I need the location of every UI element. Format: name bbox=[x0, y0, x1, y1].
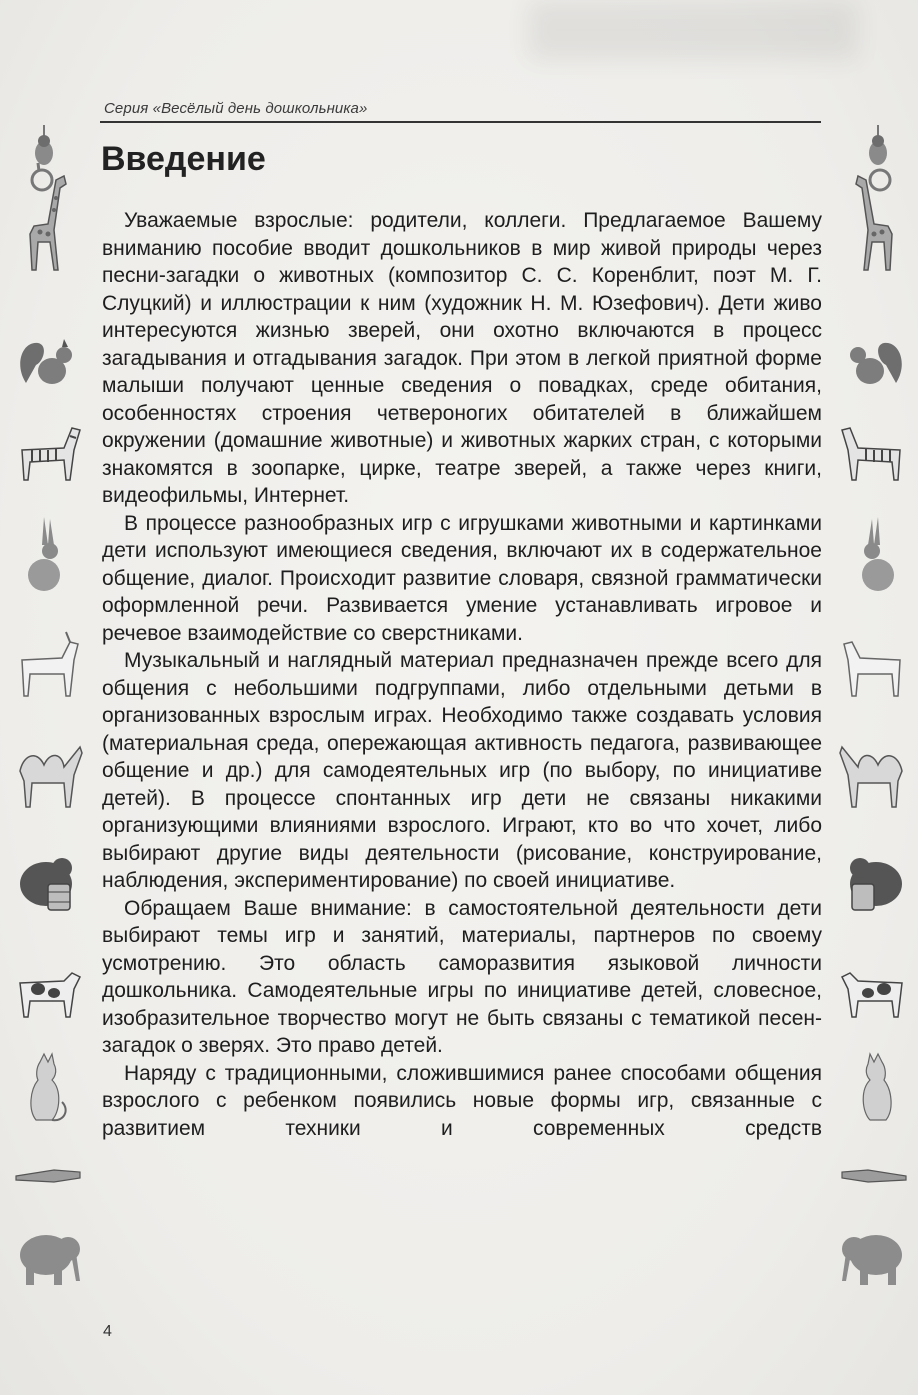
paragraph-5: Наряду с традиционными, сложившимися ранее способами общения взрослого с ребенком появились новые формы игр, связанные с развитием техники и современных средств bbox=[102, 1061, 822, 1140]
body-text bbox=[102, 207, 822, 1142]
camel-icon bbox=[838, 735, 908, 810]
goat-icon bbox=[14, 630, 84, 700]
cat-icon bbox=[838, 1050, 908, 1130]
zebra-icon bbox=[838, 420, 908, 485]
giraffe-icon bbox=[838, 170, 908, 280]
page-title: Введение bbox=[101, 140, 266, 178]
camel-icon bbox=[14, 735, 84, 810]
hare-icon bbox=[14, 515, 84, 595]
header-rule bbox=[100, 121, 821, 123]
bear-barrel-icon bbox=[14, 850, 84, 915]
page-number: 4 bbox=[103, 1323, 112, 1340]
left-animal-border bbox=[14, 0, 84, 1395]
giraffe-icon bbox=[14, 170, 84, 280]
squirrel-icon bbox=[838, 335, 908, 390]
paragraph-3: Музыкальный и наглядный материал предназначен прежде всего для общения с небольшими подгруппами, либо отдельными детьми в организованных взрослым играх. Необходимо также создавать условия (материальная среда, опережающая активность педагога, развивающее общение и др.) для самодеятельных игр (по выбору, по инициативе детей). В процессе спонтанных игр дети не связаны никакими организующими влияниями взрослого. Играют, кто во что хочет, либо выбирают другие виды деятельности (рисование, конструирование, наблюдения, экспериментирование) по своей инициативе. bbox=[102, 649, 822, 892]
goat-icon bbox=[838, 630, 908, 700]
elephant-icon bbox=[14, 1225, 84, 1290]
series-header: Серия «Весёлый день дошкольника» bbox=[104, 100, 368, 117]
cow-icon bbox=[14, 965, 84, 1020]
paragraph-2: В процессе разнообразных игр с игрушками животными и картинками дети используют имеющиеся сведения, включают их в содержательное общение, диалог. Происходит развитие словаря, связной грамматически оформленной речи. Развивается умение устанавливать игровое и речевое взаимодействие со сверстниками. bbox=[102, 511, 822, 645]
elephant-icon bbox=[838, 1225, 908, 1290]
cow-icon bbox=[838, 965, 908, 1020]
right-animal-border bbox=[838, 0, 908, 1395]
zebra-icon bbox=[14, 420, 84, 485]
bear-barrel-icon bbox=[838, 850, 908, 915]
paragraph-1: Уважаемые взрослые: родители, коллеги. Предлагаемое Вашему вниманию пособие вводит дошкольников в мир живой природы через песни-загадки о животных (композитор С. С. Коренблит, поэт М. Г. Слуцкий) и иллюстрации к ним (художник Н. М. Юзефович). Дети живо интересуются жизнью зверей, они охотно включаются в процесс загадывания и отгадывания загадок. При этом в легкой приятной форме малыши получают ценные сведения о повадках, среде обитания, особенностях строения четвероногих обитателей в ближайшем окружении (домашние животные) и животных жарких стран, с которыми знакомятся в зоопарке, цирке, театре зверей, а также через книги, видеофильмы, Интернет. bbox=[102, 209, 822, 507]
bleed-through-shadow bbox=[528, 0, 858, 60]
crocodile-icon bbox=[838, 1160, 908, 1190]
squirrel-icon bbox=[14, 335, 84, 390]
hare-icon bbox=[838, 515, 908, 595]
paragraph-4: Обращаем Ваше внимание: в самостоятельной деятельности дети выбирают темы игр и занятий, материалы, партнеров по своему усмотрению. Это область саморазвития языковой личности дошкольника. Самодеятельные игры по инициативе детей, словесное, изобразительное творчество могут не быть связаны с тематикой песен-загадок о зверях. Это право детей. bbox=[102, 896, 822, 1057]
crocodile-icon bbox=[14, 1160, 84, 1190]
cat-icon bbox=[14, 1050, 84, 1130]
